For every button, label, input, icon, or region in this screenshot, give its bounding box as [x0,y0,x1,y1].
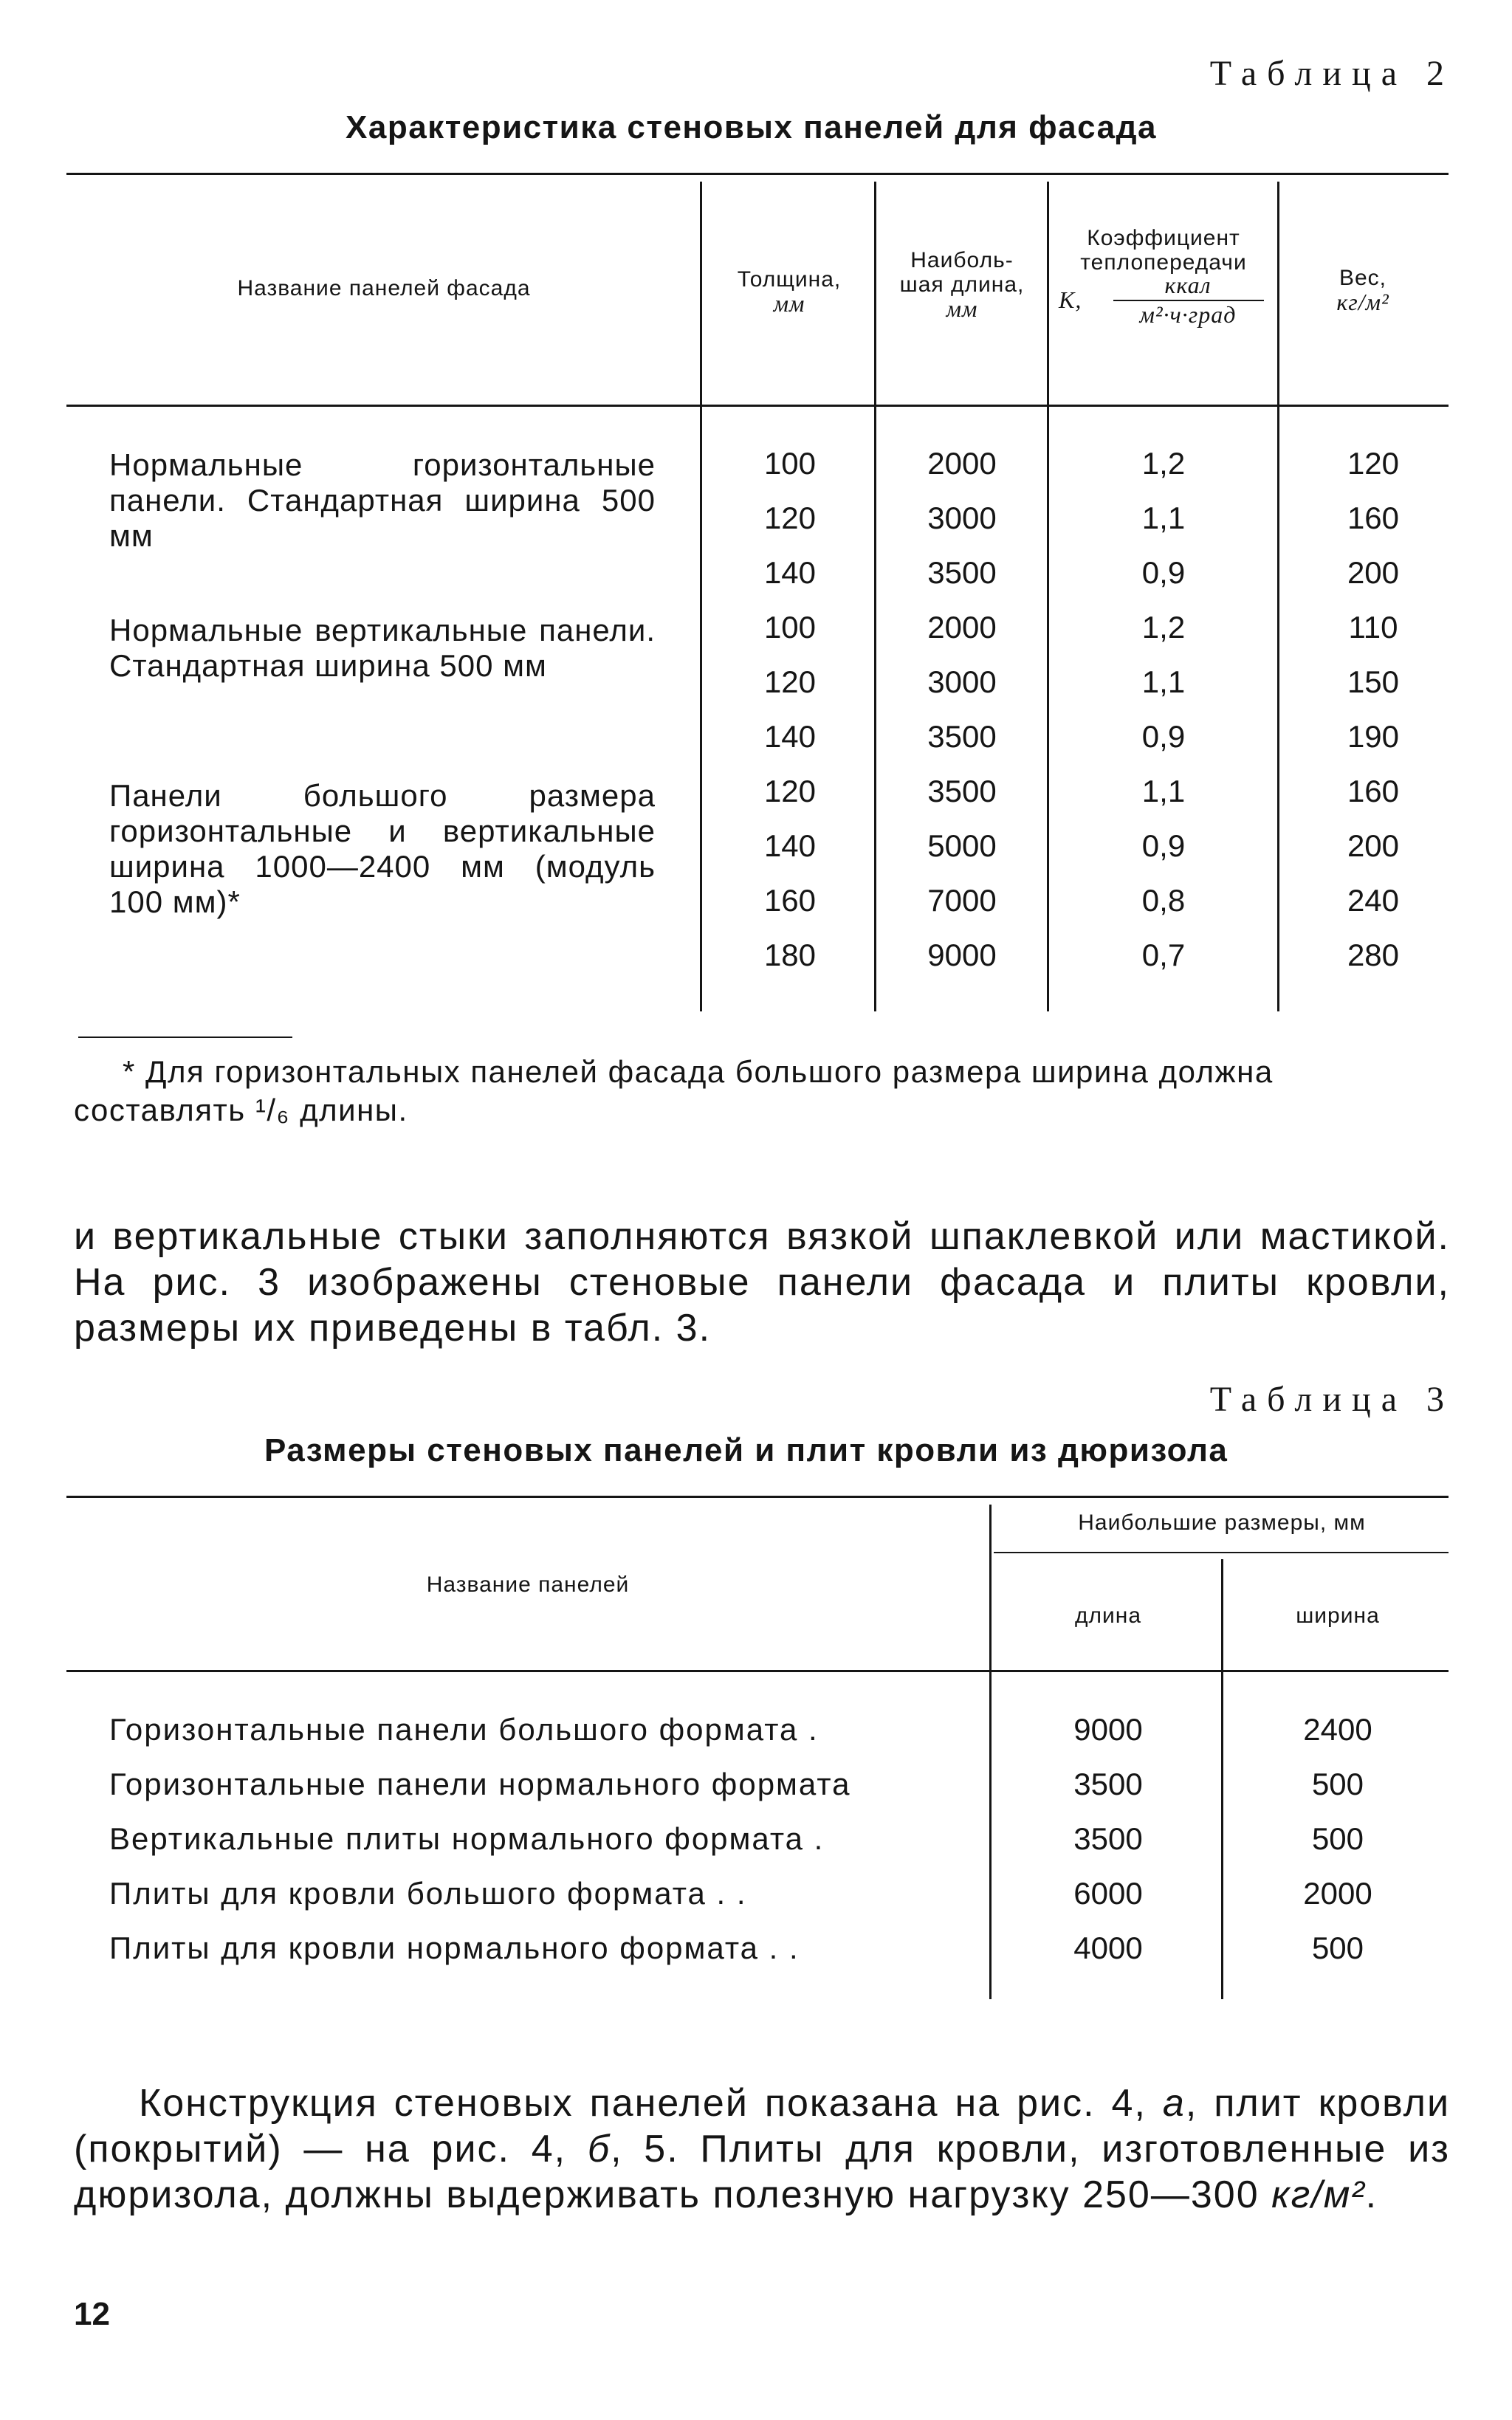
cell-coefficient: 1,2 [1141,610,1186,644]
table-2-title: Характеристика стеновых панелей для фасада [346,109,1158,145]
table-2-top-rule [66,173,1449,175]
header-weight [1282,266,1444,315]
cell-thickness: 140 [763,719,817,754]
header-max-length [879,248,1045,322]
cell-length: 5000 [927,828,997,863]
cell-length: 6000 [1073,1876,1143,1911]
table-3-label: Таблица 3 [1209,1380,1454,1419]
cell-thickness: 120 [763,774,817,808]
table-3-top-rule [66,1496,1449,1498]
header-panel-names: Название панелей [426,1572,630,1597]
cell-thickness: 100 [763,446,817,481]
cell-coefficient: 0,9 [1141,555,1186,590]
cell-length: 2000 [927,446,997,481]
header-thickness [706,267,873,317]
table-3-col-divider [989,1505,992,1999]
cell-width: 500 [1311,1931,1364,1965]
cell-coefficient: 0,7 [1141,938,1186,972]
cell-length: 2000 [927,610,997,644]
cell-weight: 160 [1347,774,1400,808]
cell-coefficient: 1,1 [1141,501,1186,535]
cell-width: 500 [1311,1821,1364,1856]
group-name-horizontal: Нормальные горизонтальные панели. Стандартная ширина 500 мм [109,447,656,553]
header-length-line2: шая длина, [899,272,1025,297]
header-thickness-label: Толщина, [737,267,842,292]
header-heat-coefficient [1051,226,1276,328]
cell-length: 3500 [927,719,997,754]
cell-length: 3500 [1073,1767,1143,1801]
cell-weight: 150 [1347,664,1400,699]
paragraph-2-figure-ref-b: б [587,2128,611,2170]
cell-thickness: 120 [763,501,817,535]
cell-weight: 240 [1347,883,1400,918]
paragraph-2-unit: кг/м² [1271,2173,1366,2216]
header-max-sizes: Наибольшие размеры, мм [1078,1510,1366,1535]
cell-length: 3500 [927,774,997,808]
cell-length: 3000 [927,501,997,535]
cell-weight: 200 [1347,555,1400,590]
header-weight-label: Вес, [1339,266,1387,290]
cell-weight: 200 [1347,828,1400,863]
table-3-subheader-rule [994,1552,1449,1553]
cell-weight: 190 [1347,719,1400,754]
cell-weight: 120 [1347,446,1400,481]
paragraph-2-text: . [1365,2173,1378,2216]
paragraph-2-text: Конструкция стеновых панелей показана на рис. 4, [139,2082,1163,2125]
header-coef-line2: теплопередачи [1080,250,1247,275]
cell-length: 3500 [927,555,997,590]
cell-panel-name: Горизонтальные панели нормального формата [109,1767,851,1801]
table-2-col-divider [700,182,702,1011]
paragraph-2-figure-ref-a: а [1162,2082,1186,2125]
table-3-title: Размеры стеновых панелей и плит кровли из дюризола [264,1432,1228,1468]
group-name-vertical: Нормальные вертикальные панели. Стандартная ширина 500 мм [109,613,656,683]
cell-thickness: 140 [763,828,817,863]
header-width: ширина [1296,1603,1380,1628]
cell-thickness: 180 [763,938,817,972]
header-coef-line1: Коэффициент [1087,226,1240,250]
table-2-footnote: * Для горизонтальных панелей фасада большого размера ширина должна составлять ¹/₆ длины. [74,1054,1274,1127]
cell-panel-name: Плиты для кровли нормального формата . . [109,1931,800,1965]
group-name-large: Панели большого размера горизонтальные и вертикальные ширина 1000—2400 мм (модуль 100 мм)* [109,778,656,919]
cell-length: 3500 [1073,1821,1143,1856]
table-2-col-divider [1277,182,1279,1011]
cell-coefficient: 1,1 [1141,774,1186,808]
table-3-header-rule [66,1670,1449,1672]
cell-length: 9000 [1073,1712,1143,1747]
table-3-col-divider [1221,1559,1223,1999]
cell-panel-name: Плиты для кровли большого формата . . [109,1876,747,1911]
header-length: длина [1074,1603,1142,1628]
cell-thickness: 100 [763,610,817,644]
body-paragraph-1: и вертикальные стыки заполняются вязкой шпаклевкой или мастикой. На рис. 3 изображены стеновые панели фасада и плиты кровли, размеры их приведены в табл. 3. [74,1215,1450,1350]
cell-coefficient: 1,2 [1141,446,1186,481]
table-2-col-divider [874,182,876,1011]
cell-length: 7000 [927,883,997,918]
cell-thickness: 160 [763,883,817,918]
cell-coefficient: 0,9 [1141,719,1186,754]
cell-coefficient: 0,8 [1141,883,1186,918]
header-coef-numerator: ккал [1164,272,1212,298]
cell-length: 4000 [1073,1931,1143,1965]
cell-coefficient: 1,1 [1141,664,1186,699]
header-coef-k: K, [1059,286,1082,313]
cell-width: 2400 [1303,1712,1372,1747]
paragraph-2-text: , плит кровли (покрытий) — на рис. 4, [74,2082,1450,2170]
header-thickness-unit: мм [773,290,805,317]
cell-weight: 110 [1348,610,1398,644]
header-weight-unit: кг/м² [1336,289,1389,315]
cell-weight: 280 [1347,938,1400,972]
page-number: 12 [74,2296,110,2332]
header-panel-name: Название панелей фасада [237,276,531,300]
paragraph-2-text: , 5. Плиты для кровли, изготовленные из дюризола, должны выдерживать полезную нагрузку 250—300 [74,2128,1450,2216]
header-coef-denominator: м²·ч·град [1139,301,1237,328]
header-length-unit: мм [946,295,978,322]
cell-width: 2000 [1303,1876,1372,1911]
cell-length: 9000 [927,938,997,972]
cell-panel-name: Горизонтальные панели большого формата . [109,1712,819,1747]
table-2-label: Таблица 2 [1209,54,1454,93]
cell-panel-name: Вертикальные плиты нормального формата . [109,1821,825,1856]
header-length-line1: Наиболь- [910,248,1014,272]
cell-length: 3000 [927,664,997,699]
footnote-rule [78,1037,292,1038]
cell-thickness: 140 [763,555,817,590]
cell-thickness: 120 [763,664,817,699]
body-paragraph-2 [74,2080,1450,2218]
table-2-col-divider [1047,182,1049,1011]
cell-width: 500 [1311,1767,1364,1801]
table-2-header-rule [66,405,1449,407]
cell-coefficient: 0,9 [1141,828,1186,863]
cell-weight: 160 [1347,501,1400,535]
header-coef-fraction [1051,272,1276,328]
